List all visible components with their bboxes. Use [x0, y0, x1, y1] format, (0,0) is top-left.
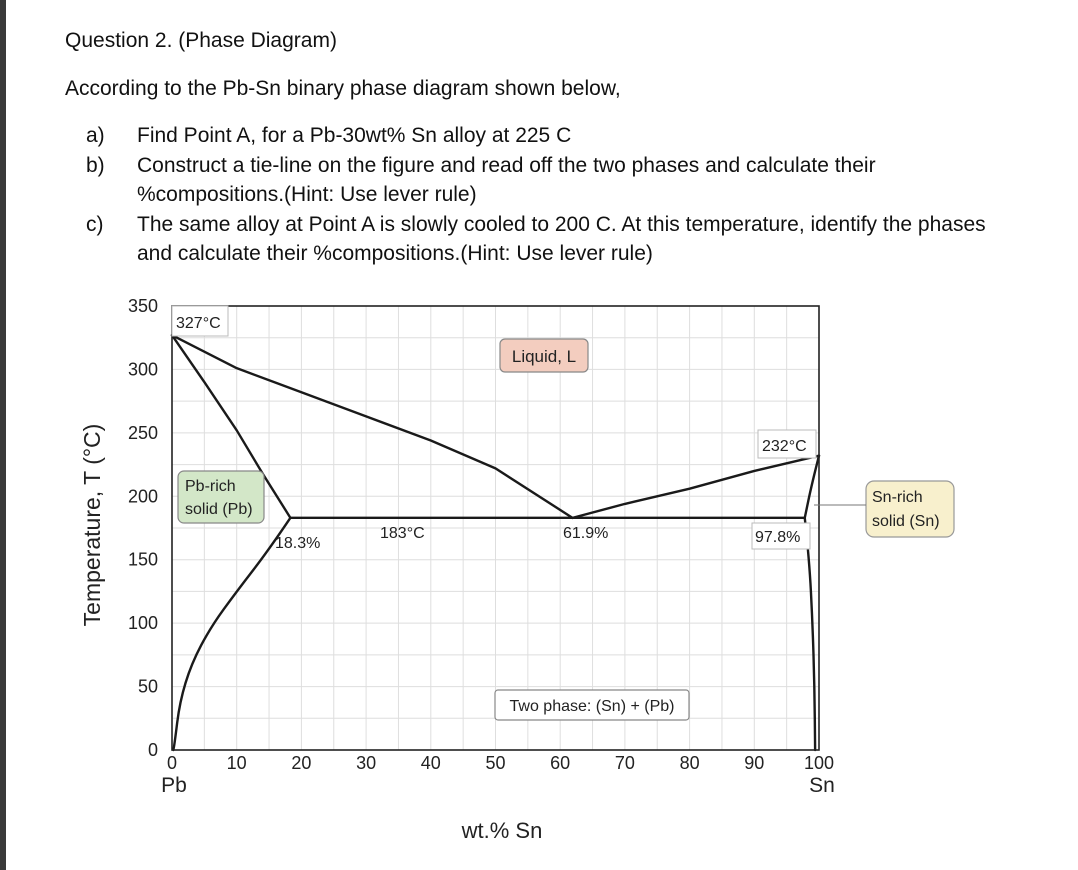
phase-diagram [0, 280, 1078, 860]
sn-melting-text: 232°C [762, 438, 807, 455]
solvus-sn-line [805, 518, 815, 750]
y-tick-label: 300 [127, 359, 158, 380]
sn-solubility-text: 97.8% [755, 529, 801, 546]
part-text: Find Point A, for a Pb-30wt% Sn alloy at 225 C [137, 124, 572, 147]
x-tick-labels [167, 753, 834, 773]
pb-solubility-label: 18.3% [275, 535, 321, 552]
question-part-c [86, 210, 986, 268]
y-tick-labels [128, 296, 158, 760]
liquid-region-label [500, 339, 588, 372]
x-tick-label: 40 [420, 753, 441, 773]
y-axis-label: Temperature, T (°C) [79, 423, 105, 627]
sn-rich-label-line2: solid (Sn) [872, 513, 940, 530]
pb-rich-region-label [178, 471, 264, 523]
x-tick-label: 80 [679, 753, 700, 773]
sn-solubility-annotation [752, 523, 810, 549]
x-tick-label: 30 [356, 753, 377, 773]
y-tick-label: 50 [137, 676, 158, 697]
pb-melting-text: 327°C [176, 315, 221, 332]
question-part-b [86, 151, 986, 209]
x-end-label-pb: Pb [161, 774, 187, 797]
x-tick-label: 10 [226, 753, 247, 773]
y-tick-label: 100 [127, 613, 158, 634]
y-tick-label: 0 [147, 740, 158, 760]
part-marker: b) [86, 154, 105, 177]
sn-rich-region-label [866, 481, 954, 537]
y-tick-label: 200 [127, 486, 158, 507]
grid [172, 306, 819, 750]
sn-rich-label-line1: Sn-rich [872, 489, 923, 506]
part-marker: c) [86, 213, 104, 236]
x-tick-label: 70 [614, 753, 635, 773]
part-marker: a) [86, 124, 105, 147]
x-tick-label: 50 [485, 753, 506, 773]
eutectic-comp-label: 61.9% [563, 525, 609, 542]
liquid-label-text: Liquid, L [511, 347, 577, 366]
question-intro: According to the Pb-Sn binary phase diagram shown below, [65, 77, 621, 100]
pb-rich-label-line2: solid (Pb) [185, 501, 253, 518]
y-tick-label: 150 [127, 549, 158, 570]
x-tick-label: 0 [166, 753, 178, 773]
y-tick-label: 250 [127, 422, 158, 443]
pb-melting-annotation [172, 306, 228, 336]
sn-melting-annotation [758, 430, 816, 458]
x-tick-label: 100 [803, 753, 835, 773]
solvus-pb-line [173, 518, 290, 750]
question-title: Question 2. (Phase Diagram) [65, 29, 337, 52]
two-phase-region-label [495, 690, 689, 720]
y-tick-label: 350 [127, 296, 158, 316]
x-end-label-sn: Sn [809, 774, 835, 797]
part-text: The same alloy at Point A is slowly cooled to 200 C. At this temperature, identify the phases and calculate their %compositions.(Hint: Use lever rule) [137, 213, 986, 265]
eutectic-temp-label: 183°C [380, 525, 425, 542]
question-parts [86, 121, 986, 269]
x-axis-label: wt.% Sn [461, 818, 543, 843]
two-phase-label-text: Two phase: (Sn) + (Pb) [509, 698, 675, 715]
x-tick-label: 20 [291, 753, 312, 773]
pb-rich-label-line1: Pb-rich [185, 478, 236, 495]
question-part-a [86, 121, 986, 150]
x-tick-label: 60 [550, 753, 571, 773]
x-tick-label: 90 [744, 753, 765, 773]
part-text: Construct a tie-line on the figure and read off the two phases and calculate their %compositions.(Hint: Use lever rule) [137, 154, 876, 206]
